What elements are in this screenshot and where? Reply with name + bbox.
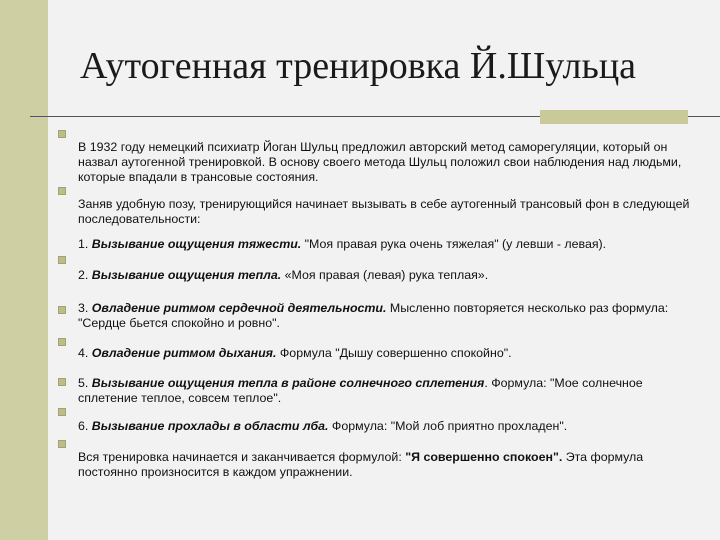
slide-title: Аутогенная тренировка Й.Шульца: [80, 45, 637, 87]
paragraph-conclusion: [78, 450, 700, 480]
paragraph-intro: [78, 140, 700, 185]
paragraph-text: Заняв удобную позу, тренирующийся начинает вызывать в себе аутогенный трансовый фон в следующей последовательности:: [78, 197, 690, 226]
step-text: Формула: "Мой лоб приятно прохладен".: [328, 419, 568, 433]
step-1: [78, 237, 700, 252]
step-3: [78, 301, 700, 331]
step-label: Вызывание прохлады в области лба.: [91, 419, 329, 433]
step-text: Формула "Дышу совершенно спокойно".: [276, 346, 512, 360]
bullet-icon: [58, 378, 66, 386]
step-text: . Формула: "Мое солнечное сплетение теплое, совсем теплое".: [78, 376, 643, 405]
bullet-icon: [58, 256, 66, 264]
step-5: [78, 376, 700, 406]
step-number: 4.: [78, 346, 92, 360]
step-text: «Моя правая (левая) рука теплая».: [281, 268, 489, 282]
step-number: 1.: [78, 237, 92, 251]
step-2: [78, 268, 700, 283]
step-label: Овладение ритмом дыхания.: [91, 346, 277, 360]
bullet-icon: [58, 306, 66, 314]
bullet-icon: [58, 130, 66, 138]
paragraph-text: Вся тренировка начинается и заканчивается формулой:: [78, 450, 406, 464]
accent-box: [540, 110, 688, 124]
paragraph-text: Эта формула постоянно произносится в каждом упражнении.: [78, 450, 644, 479]
step-text: "Моя правая рука очень тяжелая" (у левши - левая).: [301, 237, 607, 251]
step-number: 6.: [78, 419, 92, 433]
bullet-icon: [58, 440, 66, 448]
key-formula: "Я совершенно спокоен".: [405, 450, 563, 464]
step-number: 5.: [78, 376, 92, 390]
step-number: 3.: [78, 301, 92, 315]
step-label: Вызывание ощущения тяжести.: [91, 237, 302, 251]
step-6: [78, 419, 700, 434]
bullet-icon: [58, 187, 66, 195]
bullet-icon: [58, 338, 66, 346]
step-4: [78, 346, 700, 361]
step-number: 2.: [78, 268, 92, 282]
bullet-icon: [58, 408, 66, 416]
paragraph-sequence: [78, 197, 700, 227]
step-text: Мысленно повторяется несколько раз формула: "Сердце бьется спокойно и ровно".: [78, 301, 669, 330]
paragraph-text: В 1932 году немецкий психиатр Йоган Шульц предложил авторский метод саморегуляции, который он назвал аутогенной тренировкой. В основу своего метода Шульц положил свои наблюдения над людьми, которые впадали в трансовые состояния.: [78, 140, 682, 184]
left-decorative-band: [0, 0, 48, 540]
step-label: Овладение ритмом сердечной деятельности.: [91, 301, 387, 315]
step-label: Вызывание ощущения тепла.: [91, 268, 282, 282]
step-label: Вызывание ощущения тепла в районе солнечного сплетения: [91, 376, 485, 390]
